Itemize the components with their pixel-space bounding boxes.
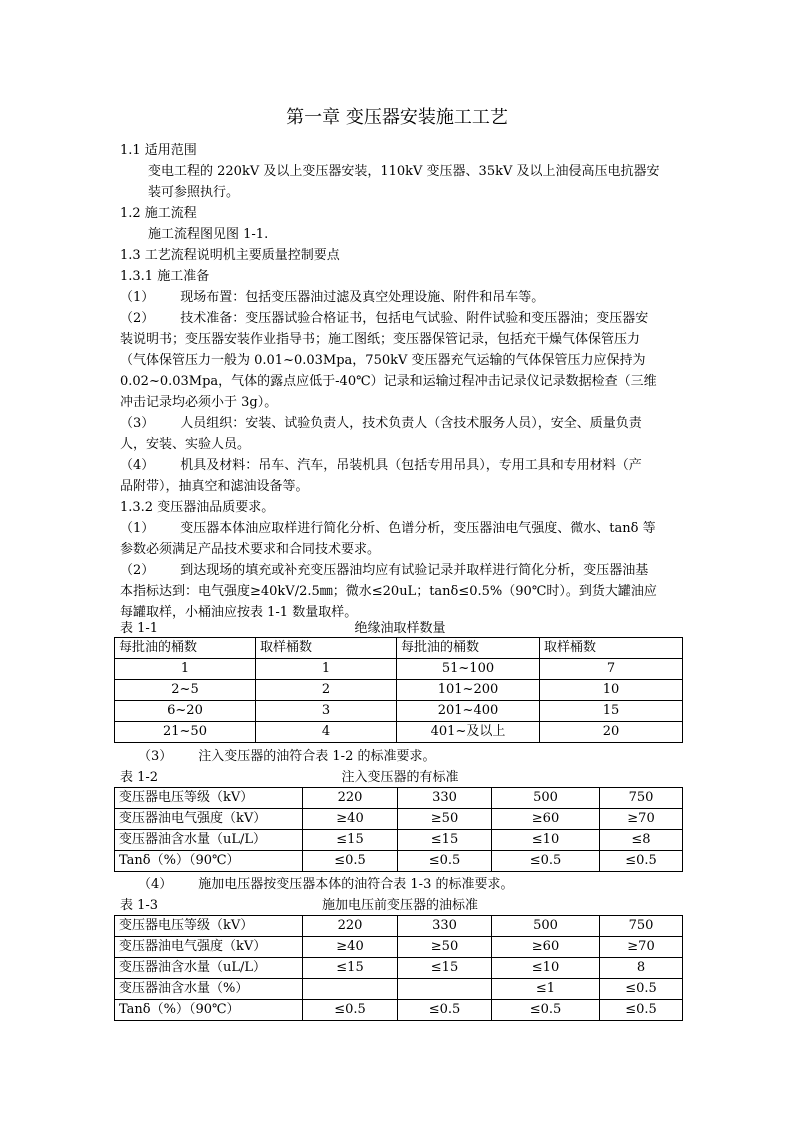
- item-text: 施加电压器按变压器本体的油符合表 1-3 的标准要求。: [198, 877, 514, 892]
- table-cell: ≤15: [398, 958, 492, 979]
- table-cell: 51~100: [397, 659, 540, 680]
- item-text: 每罐取样，小桶油应按表 1-1 数量取样。: [120, 605, 358, 620]
- header-cell: 每批油的桶数: [115, 638, 256, 659]
- table-cell: 101~200: [397, 680, 540, 701]
- row-label: 变压器油电气强度（kV）: [115, 937, 303, 958]
- table-cell: ≥60: [492, 937, 600, 958]
- table-title: 注入变压器的有标准: [341, 770, 459, 785]
- table-row: [115, 659, 683, 680]
- table-cell: 1: [115, 659, 256, 680]
- row-label: 变压器油含水量（uL/L）: [115, 830, 303, 851]
- item-number: （4）: [120, 458, 155, 473]
- table-cell: ≤0.5: [492, 851, 600, 872]
- table-row: [115, 701, 683, 722]
- table-cell: 220: [303, 788, 398, 809]
- table-cell: 8: [600, 958, 683, 979]
- section-1-2-body: 施工流程图见图 1-1.: [148, 227, 269, 242]
- item-text: 人，安装、实验人员。: [120, 437, 251, 452]
- table-cell: 21~50: [115, 722, 256, 743]
- item-text: 变压器本体油应取样进行简化分析、色谱分析，变压器油电气强度、微水、tanδ 等: [180, 521, 656, 536]
- table-cell: 3: [256, 701, 397, 722]
- table-row: [115, 680, 683, 701]
- section-1-1-line-1: 变电工程的 220kV 及以上变压器安装，110kV 变压器、35kV 及以上油侵高压电抗器安: [148, 164, 660, 179]
- table-cell: 4: [256, 722, 397, 743]
- table-cell: ≤0.5: [492, 1000, 600, 1021]
- section-heading-1-1: 1.1 适用范围: [120, 143, 197, 158]
- table-cell: 201~400: [397, 701, 540, 722]
- table-cell: 6~20: [115, 701, 256, 722]
- table-cell: ≤0.5: [600, 1000, 683, 1021]
- table-row: [115, 958, 683, 979]
- table-row: [115, 937, 683, 958]
- table-row: [115, 830, 683, 851]
- table-number: 表 1-1: [120, 621, 159, 636]
- table-row: [115, 979, 683, 1000]
- item-text: 0.02~0.03Mpa，气体的露点应低于-40℃）记录和运输过程冲击记录仪记录数据检查（三维: [120, 374, 657, 389]
- table-row: [115, 788, 683, 809]
- prep-item-1: [120, 287, 680, 308]
- section-1-1-line-2: 装可参照执行。: [148, 185, 240, 200]
- table-cell: ≤15: [398, 830, 492, 851]
- item-number: （4）: [138, 877, 173, 892]
- table-row: [115, 1000, 683, 1021]
- table-cell: 750: [600, 916, 683, 937]
- row-label: 变压器电压等级（kV）: [115, 788, 303, 809]
- table-cell: 10: [540, 680, 683, 701]
- item-text: 参数必须满足产品技术要求和合同技术要求。: [120, 542, 381, 557]
- prep-item-3: [120, 413, 680, 455]
- header-cell: 取样桶数: [256, 638, 397, 659]
- item-text: 人员组织：安装、试验负责人，技术负责人（含技术服务人员），安全、质量负责: [180, 416, 642, 431]
- row-label: Tanδ（%）（90℃）: [115, 1000, 303, 1021]
- prep-item-4: [120, 455, 680, 497]
- table-cell: 2: [256, 680, 397, 701]
- table-cell: 7: [540, 659, 683, 680]
- pre-voltage-oil-table: [114, 915, 683, 1021]
- table-cell: 220: [303, 916, 398, 937]
- row-label: 变压器油含水量（%）: [115, 979, 303, 1000]
- table-cell: ≤8: [600, 830, 683, 851]
- oil-item-3: [120, 746, 680, 767]
- section-heading-1-3-1: 1.3.1 施工准备: [120, 269, 210, 284]
- section-heading-1-3: 1.3 工艺流程说明机主要质量控制要点: [120, 248, 340, 263]
- table-cell: 1: [256, 659, 397, 680]
- oil-item-1: [120, 518, 680, 560]
- table-cell: ≤1: [492, 979, 600, 1000]
- table-cell: ≥40: [303, 809, 398, 830]
- item-text: 冲击记录均必须小于 3g）。: [120, 395, 278, 410]
- item-text: 技术准备：变压器试验合格证书，包括电气试验、附件试验和变压器油；变压器安: [180, 311, 649, 326]
- table-cell: ≥70: [600, 809, 683, 830]
- table-cell: 401~及以上: [397, 722, 540, 743]
- item-text: 装说明书；变压器安装作业指导书；施工图纸；变压器保管记录，包括充干燥气体保管压力: [120, 332, 641, 347]
- table-cell: ≤0.5: [600, 851, 683, 872]
- table-cell: ≤10: [492, 830, 600, 851]
- table-cell: [398, 979, 492, 1000]
- header-cell: 每批油的桶数: [397, 638, 540, 659]
- row-label: 变压器油电气强度（kV）: [115, 809, 303, 830]
- row-label: 变压器油含水量（uL/L）: [115, 958, 303, 979]
- item-text: 本指标达到：电气强度≥40kV/2.5㎜；微水≤20uL；tanδ≤0.5%（90℃时）。到货大罐油应: [120, 584, 657, 599]
- table-title: 绝缘油取样数量: [354, 621, 446, 636]
- section-heading-1-2: 1.2 施工流程: [120, 206, 197, 221]
- item-text: 现场布置：包括变压器油过滤及真空处理设施、附件和吊车等。: [180, 290, 545, 305]
- table-cell: ≤10: [492, 958, 600, 979]
- item-number: （1）: [120, 290, 155, 305]
- table-cell: 500: [492, 916, 600, 937]
- table-cell: ≤15: [303, 830, 398, 851]
- table-title: 施加电压前变压器的油标准: [321, 898, 478, 913]
- item-text: 机具及材料：吊车、汽车，吊装机具（包括专用吊具），专用工具和专用材料（产: [180, 458, 642, 473]
- table-cell: ≤15: [303, 958, 398, 979]
- table-cell: ≥50: [398, 809, 492, 830]
- item-number: （2）: [120, 563, 155, 578]
- row-label: 变压器电压等级（kV）: [115, 916, 303, 937]
- table-cell: 20: [540, 722, 683, 743]
- table-row: [115, 851, 683, 872]
- item-number: （2）: [120, 311, 155, 326]
- table-cell: [303, 979, 398, 1000]
- table-cell: ≤0.5: [303, 1000, 398, 1021]
- item-number: （3）: [120, 416, 155, 431]
- table-number: 表 1-3: [120, 898, 159, 913]
- table-cell: 15: [540, 701, 683, 722]
- table-cell: 500: [492, 788, 600, 809]
- oil-item-2: [120, 560, 680, 623]
- item-text: 品附带），抽真空和滤油设备等。: [120, 479, 309, 494]
- section-heading-1-3-2: 1.3.2 变压器油品质要求。: [120, 500, 275, 515]
- sampling-table: [114, 637, 683, 743]
- table-header-row: [115, 638, 683, 659]
- table-row: [115, 722, 683, 743]
- table-cell: ≥50: [398, 937, 492, 958]
- table-cell: ≤0.5: [600, 979, 683, 1000]
- table-cell: ≥40: [303, 937, 398, 958]
- item-number: （1）: [120, 521, 155, 536]
- oil-item-4: [120, 874, 680, 895]
- table-cell: ≥60: [492, 809, 600, 830]
- table-row: [115, 809, 683, 830]
- item-text: （气体保管压力一般为 0.01~0.03Mpa，750kV 变压器充气运输的气体保管压力应保持为: [120, 353, 646, 368]
- row-label: Tanδ（%）（90℃）: [115, 851, 303, 872]
- table-cell: 2~5: [115, 680, 256, 701]
- table-cell: 330: [398, 916, 492, 937]
- table-cell: ≤0.5: [398, 851, 492, 872]
- table-cell: 750: [600, 788, 683, 809]
- table-number: 表 1-2: [120, 770, 159, 785]
- item-text: 注入变压器的油符合表 1-2 的标准要求。: [198, 749, 436, 764]
- table-cell: ≤0.5: [398, 1000, 492, 1021]
- item-text: 到达现场的填充或补充变压器油均应有试验记录并取样进行简化分析，变压器油基: [180, 563, 649, 578]
- prep-item-2: [120, 308, 680, 413]
- table-cell: 330: [398, 788, 492, 809]
- page-title: 第一章 变压器安装施工工艺: [286, 107, 508, 128]
- item-number: （3）: [138, 749, 173, 764]
- table-cell: ≤0.5: [303, 851, 398, 872]
- header-cell: 取样桶数: [540, 638, 683, 659]
- oil-standard-table: [114, 787, 683, 872]
- table-row: [115, 916, 683, 937]
- table-cell: ≥70: [600, 937, 683, 958]
